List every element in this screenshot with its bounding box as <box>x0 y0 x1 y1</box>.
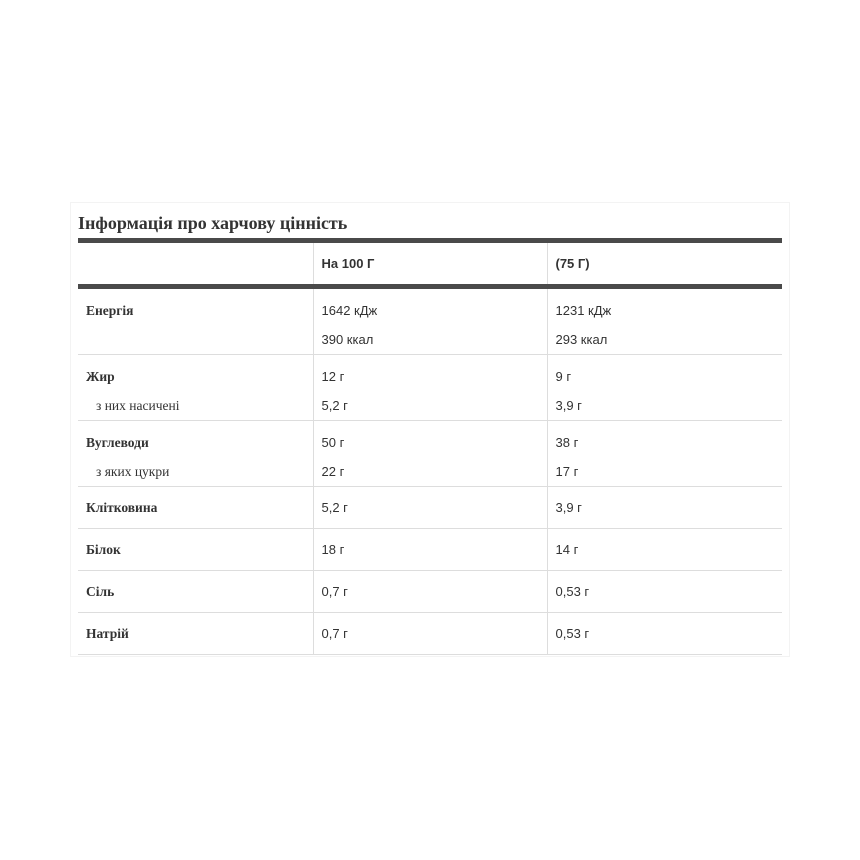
per-portion-cell <box>547 529 782 571</box>
row-energy <box>78 287 782 355</box>
per-100g-subvalue: 5,2 г <box>321 398 348 413</box>
per-portion-value: 38 г <box>555 435 579 450</box>
nutrient-label-cell <box>78 571 313 613</box>
per-portion-value: 0,53 г <box>555 625 590 641</box>
per-100g-cell <box>313 287 547 355</box>
row-sodium <box>78 613 782 655</box>
nutrient-label: Жир <box>86 369 115 384</box>
per-100g-value: 0,7 г <box>321 583 348 599</box>
per-100g-value: 18 г <box>321 541 345 557</box>
per-100g-cell <box>313 613 547 655</box>
per-100g-cell <box>313 421 547 487</box>
nutrient-label: Білок <box>86 541 121 557</box>
per-100g-value: 0,7 г <box>321 625 348 641</box>
row-protein <box>78 529 782 571</box>
nutrient-label-cell <box>78 421 313 487</box>
per-100g-cell <box>313 529 547 571</box>
nutrition-title: Інформація про харчову цінність <box>78 213 348 233</box>
header-per-portion: (75 Г) <box>547 241 782 287</box>
per-portion-cell <box>547 571 782 613</box>
per-portion-value: 1231 кДж <box>555 303 612 318</box>
nutrient-sublabel: з них насичені <box>96 398 180 413</box>
nutrient-sublabel <box>86 325 313 354</box>
header-nutrient <box>78 241 313 287</box>
per-100g-cell <box>313 487 547 529</box>
table-header-row <box>78 241 782 287</box>
per-portion-cell <box>547 355 782 421</box>
per-portion-value: 3,9 г <box>555 499 582 515</box>
per-portion-cell <box>547 487 782 529</box>
nutrient-label-cell <box>78 529 313 571</box>
per-100g-cell <box>313 571 547 613</box>
nutrient-label: Енергія <box>86 303 134 318</box>
nutrient-label-cell <box>78 287 313 355</box>
nutrient-label-cell <box>78 487 313 529</box>
nutrient-label: Клітковина <box>86 499 158 515</box>
row-salt <box>78 571 782 613</box>
per-100g-cell <box>313 355 547 421</box>
nutrient-sublabel: з яких цукри <box>96 464 170 479</box>
per-100g-value: 50 г <box>321 435 345 450</box>
per-portion-value: 14 г <box>555 541 579 557</box>
nutrient-label-cell <box>78 613 313 655</box>
nutrient-label: Вуглеводи <box>86 435 149 450</box>
row-carbohydrates <box>78 421 782 487</box>
per-100g-value: 12 г <box>321 369 345 384</box>
per-portion-value: 9 г <box>555 369 572 384</box>
per-portion-subvalue: 3,9 г <box>555 398 582 413</box>
header-per-100g: На 100 Г <box>313 241 547 287</box>
per-portion-cell <box>547 613 782 655</box>
nutrient-label: Натрій <box>86 625 129 641</box>
nutrition-table <box>78 238 782 655</box>
per-portion-subvalue: 293 ккал <box>555 332 608 347</box>
row-fibre <box>78 487 782 529</box>
per-100g-value: 1642 кДж <box>321 303 378 318</box>
per-100g-subvalue: 22 г <box>321 464 345 479</box>
per-portion-subvalue: 17 г <box>555 464 579 479</box>
per-100g-value: 5,2 г <box>321 499 348 515</box>
nutrient-label: Сіль <box>86 583 115 599</box>
per-portion-cell <box>547 421 782 487</box>
per-100g-subvalue: 390 ккал <box>321 332 374 347</box>
per-portion-value: 0,53 г <box>555 583 590 599</box>
row-fat <box>78 355 782 421</box>
per-portion-cell <box>547 287 782 355</box>
nutrient-label-cell <box>78 355 313 421</box>
